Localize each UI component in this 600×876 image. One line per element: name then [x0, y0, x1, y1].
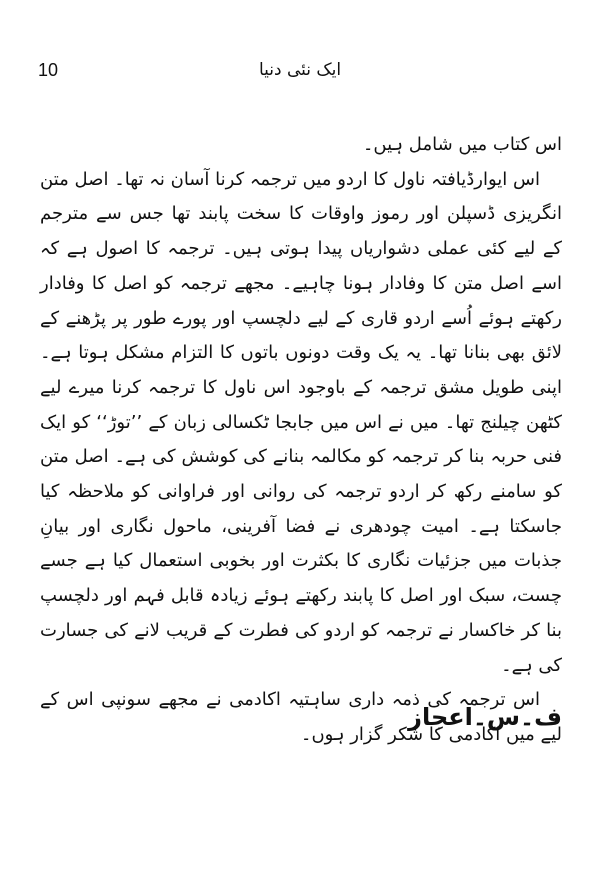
paragraph-acknowledgement: اس ترجمہ کی ذمہ داری ساہتیہ اکادمی نے مجھے سونپی اس کے لیے میں اکادمی کا شکر گزار ہوں۔ [40, 689, 562, 745]
translator-signature: ف۔س۔اعجاز [408, 703, 562, 731]
paragraph-continuation: اس کتاب میں شامل ہیں۔ [362, 134, 562, 155]
running-title: ایک نئی دنیا [258, 60, 342, 80]
paragraph-translation-notes: اس ایوارڈیافتہ ناول کا اردو میں ترجمہ کرنا آسان نہ تھا۔ اصل متن انگریزی ڈسپلن اور رموز واوقات کا سخت پابند تھا جس سے مترجم کے لیے کئی عملی دشواریاں پیدا ہوتی ہیں۔ ترجمہ کا اصول ہے کہ اسے اصل متن کا وفادار ہونا چاہیے۔ مجھے ترجمہ کو اصل کا وفادار رکھتے ہوئے اُسے اردو قاری کے لیے دلچسپ اور پورے طور پر پڑھنے کے لائق بھی بنانا تھا۔ یہ یک وقت دونوں باتوں کا التزام مشکل ہوتا ہے۔ اپنی طویل مشق ترجمہ کے باوجود اس ناول کا ترجمہ کرنا میرے لیے کٹھن چیلنج تھا۔ میں نے اس میں جابجا ٹکسالی زبان کے ’’توڑ‘‘ کو ایک فنی حربہ بنا کر ترجمہ کو مکالمہ بنانے کی کوشش کی ہے۔ اصل متن کو سامنے رکھ کر اردو ترجمہ کی روانی اور فراوانی کو ملاحظہ کیا جاسکتا ہے۔ امیت چودھری نے فضا آفرینی، ماحول نگاری اور بیانِ جذبات میں جزئیات نگاری کا بکثرت اور بخوبی استعمال کیا ہے جسے چست، سبک اور اصل کا پابند رکھتے ہوئے زیادہ قابل فہم اور دلچسپ بنا کر خاکسار نے ترجمہ کو اردو کی فطرت کے قریب لانے کی جسارت کی ہے۔ [40, 168, 562, 676]
page-number: 10 [38, 60, 59, 80]
body-text [40, 128, 562, 753]
